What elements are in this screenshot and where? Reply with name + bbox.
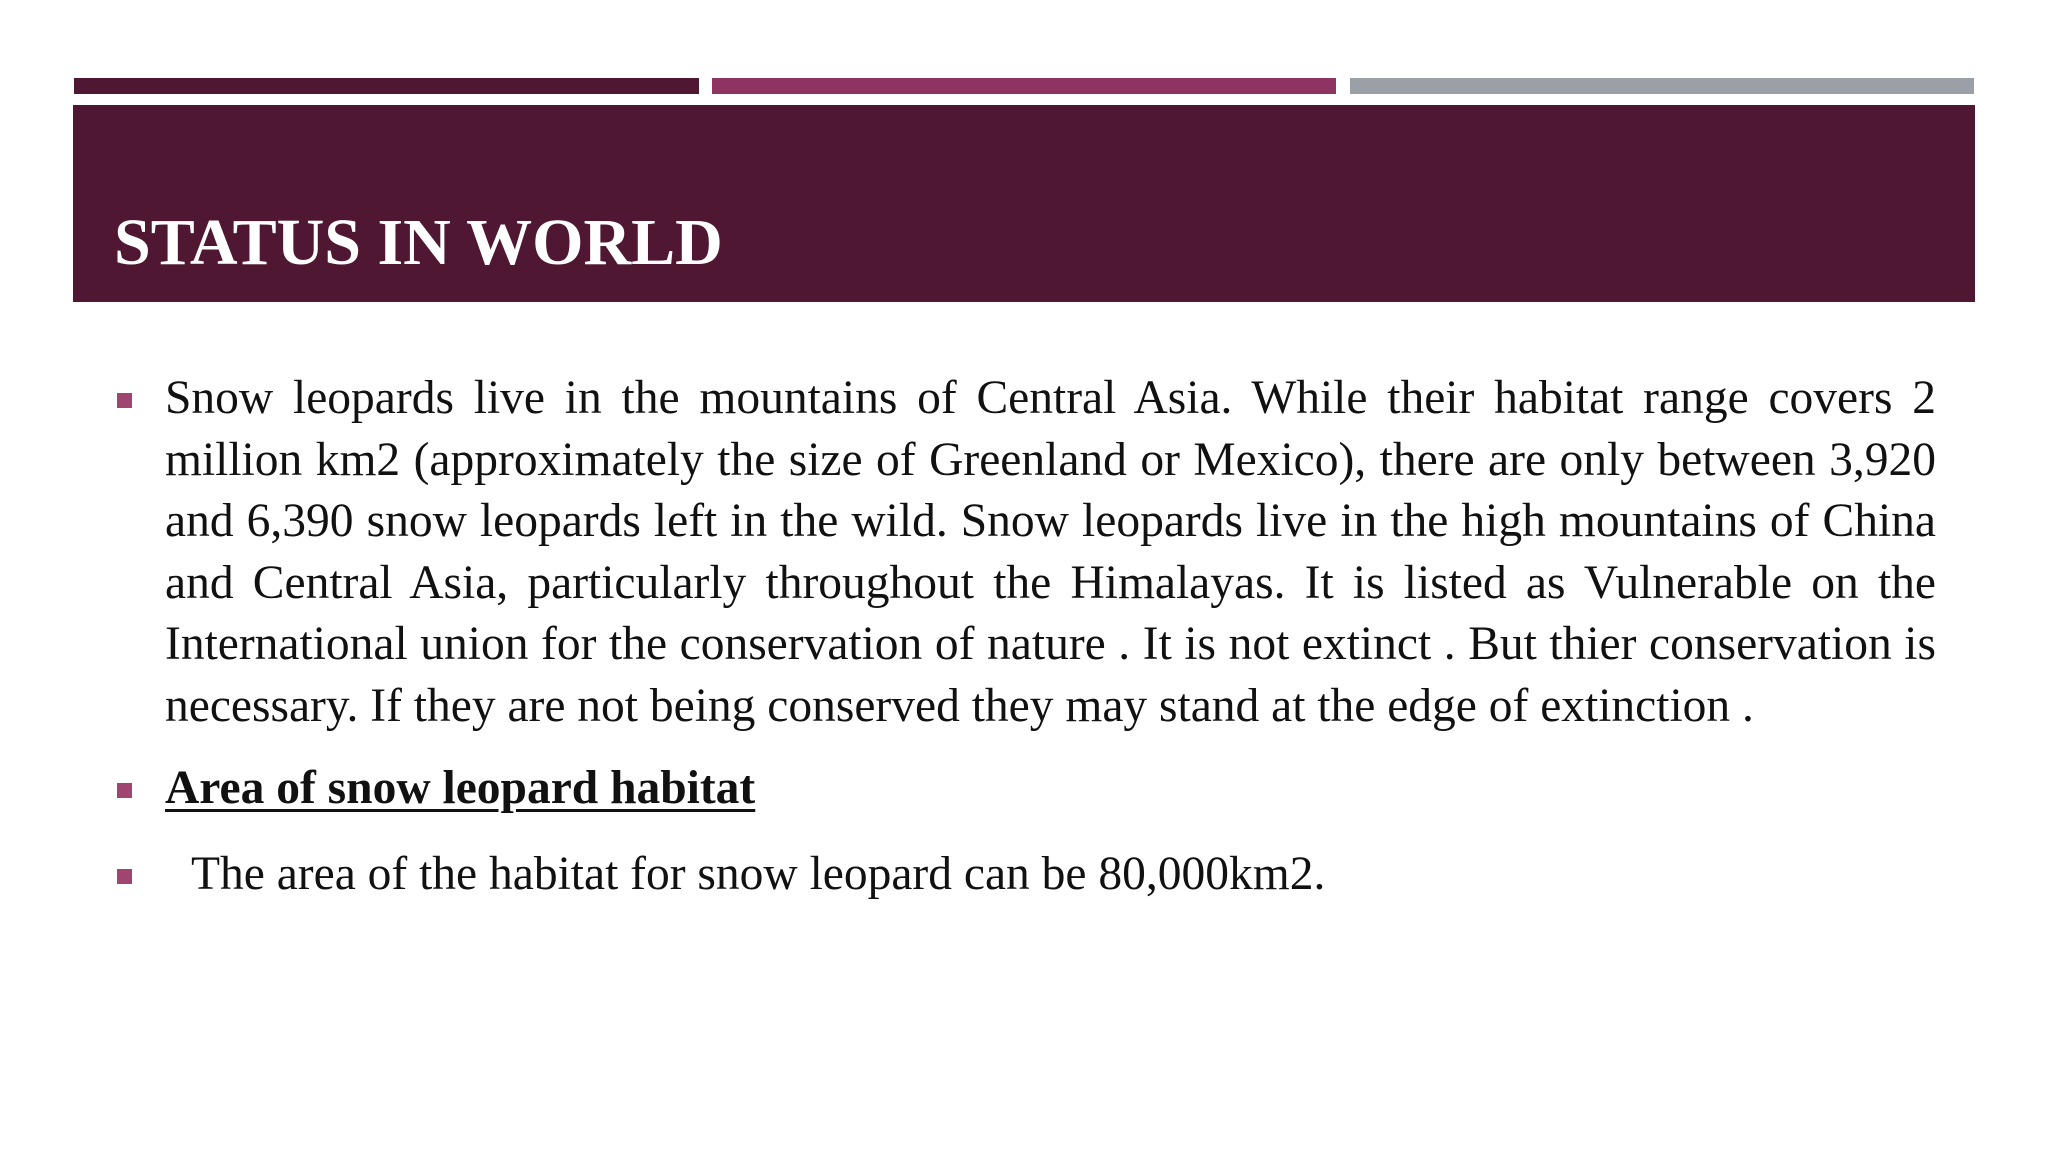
title-banner [73, 105, 1975, 302]
bullet-item-area-value [110, 844, 1936, 906]
top-stripe-magenta [712, 78, 1336, 94]
square-bullet-icon [117, 783, 132, 798]
slide-body [110, 368, 1936, 905]
top-stripe-gray [1350, 78, 1974, 94]
bullet-item-status [110, 368, 1936, 737]
bullet-text: The area of the habitat for snow leopard can be 80,000km2. [191, 847, 1326, 900]
slide-title: STATUS IN WORLD [114, 206, 723, 279]
square-bullet-icon [117, 393, 132, 408]
square-bullet-icon [117, 869, 132, 884]
bullet-item-area-heading [110, 758, 1936, 820]
bullet-text: Snow leopards live in the mountains of Central Asia. While their habitat range covers 2 million km2 (approximately the size of Greenland or Mexico), there are only between 3,920 and 6,390 snow leopards left in the wild. Snow leopards live in the high mountains of China and Central Asia, particularly throughout the Himalayas. It is listed as Vulnerable on the International union for the conservation of nature . It is not extinct . But thier conservation is necessary. If they are not being conserved they may stand at the edge of extinction . [165, 372, 1936, 732]
bullet-heading-text: Area of snow leopard habitat [165, 762, 756, 814]
top-stripe-dark [74, 78, 699, 94]
